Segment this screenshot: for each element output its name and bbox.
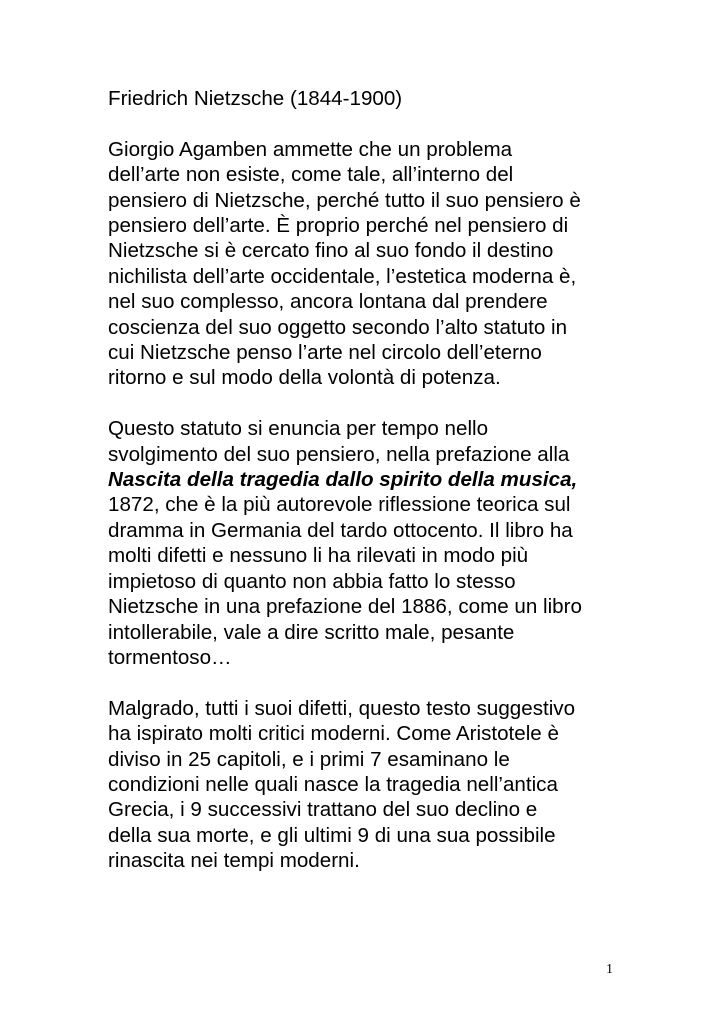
- text-line: cui Nietzsche penso l’arte nel circolo dell’eterno: [108, 341, 542, 365]
- page-number: 1: [606, 962, 613, 977]
- text-line: nel suo complesso, ancora lontana dal prendere: [108, 290, 548, 314]
- text-line: dell’arte non esiste, come tale, all’interno del: [108, 163, 514, 187]
- text-line: Giorgio Agamben ammette che un problema: [108, 137, 513, 161]
- text-line: Nietzsche in una prefazione del 1886, come un libro: [108, 595, 582, 619]
- text-line: tormentoso…: [108, 645, 232, 669]
- text-line: Questo statuto si enuncia per tempo nello: [108, 417, 489, 441]
- text-line: Malgrado, tutti i suoi difetti, questo testo suggestivo: [108, 696, 576, 720]
- text-line: svolgimento del suo pensiero, nella prefazione alla: [108, 442, 570, 466]
- spacer: [108, 670, 688, 695]
- text-line: condizioni nelle quali nasce la tragedia nell’antica: [108, 772, 558, 796]
- text-line: nichilista dell’arte occidentale, l’estetica moderna è,: [108, 264, 577, 288]
- text-line: coscienza del suo oggetto secondo l’alto statuto in: [108, 315, 568, 339]
- text-line: molti difetti e nessuno li ha rilevati in modo più: [108, 544, 529, 568]
- paragraph-3: [108, 696, 688, 874]
- text-line: della sua morte, e gli ultimi 9 di una sua possibile: [108, 823, 556, 847]
- document-title: Friedrich Nietzsche (1844-1900): [108, 87, 403, 110]
- text-line: Nietzsche si è cercato fino al suo fondo il destino: [108, 239, 554, 263]
- paragraph-2: [108, 416, 688, 670]
- text-line: pensiero di Nietzsche, perché tutto il suo pensiero è: [108, 188, 581, 212]
- text-line: Grecia, i 9 successivi trattano del suo declino e: [108, 798, 538, 822]
- document-body: [108, 86, 688, 874]
- spacer: [108, 391, 688, 416]
- text-line: intollerabile, vale a dire scritto male, pesante: [108, 620, 515, 644]
- text-line: rinascita nei tempi moderni.: [108, 849, 360, 873]
- text-line: ritorno e sul modo della volontà di potenza.: [108, 366, 501, 390]
- text-line: pensiero dell’arte. È proprio perché nel pensiero di: [108, 214, 569, 238]
- text-line: ha ispirato molti critici moderni. Come Aristotele è: [108, 722, 559, 746]
- text-line: dramma in Germania del tardo ottocento. Il libro ha: [108, 518, 573, 542]
- paragraph-1: [108, 137, 688, 391]
- text-line: 1872, che è la più autorevole riflessione teorica sul: [108, 493, 571, 517]
- text-line: diviso in 25 capitoli, e i primi 7 esaminano le: [108, 747, 510, 771]
- spacer: [108, 111, 688, 136]
- book-title-line: Nascita della tragedia dallo spirito della musica,: [108, 468, 578, 492]
- text-line: impietoso di quanto non abbia fatto lo stesso: [108, 569, 516, 593]
